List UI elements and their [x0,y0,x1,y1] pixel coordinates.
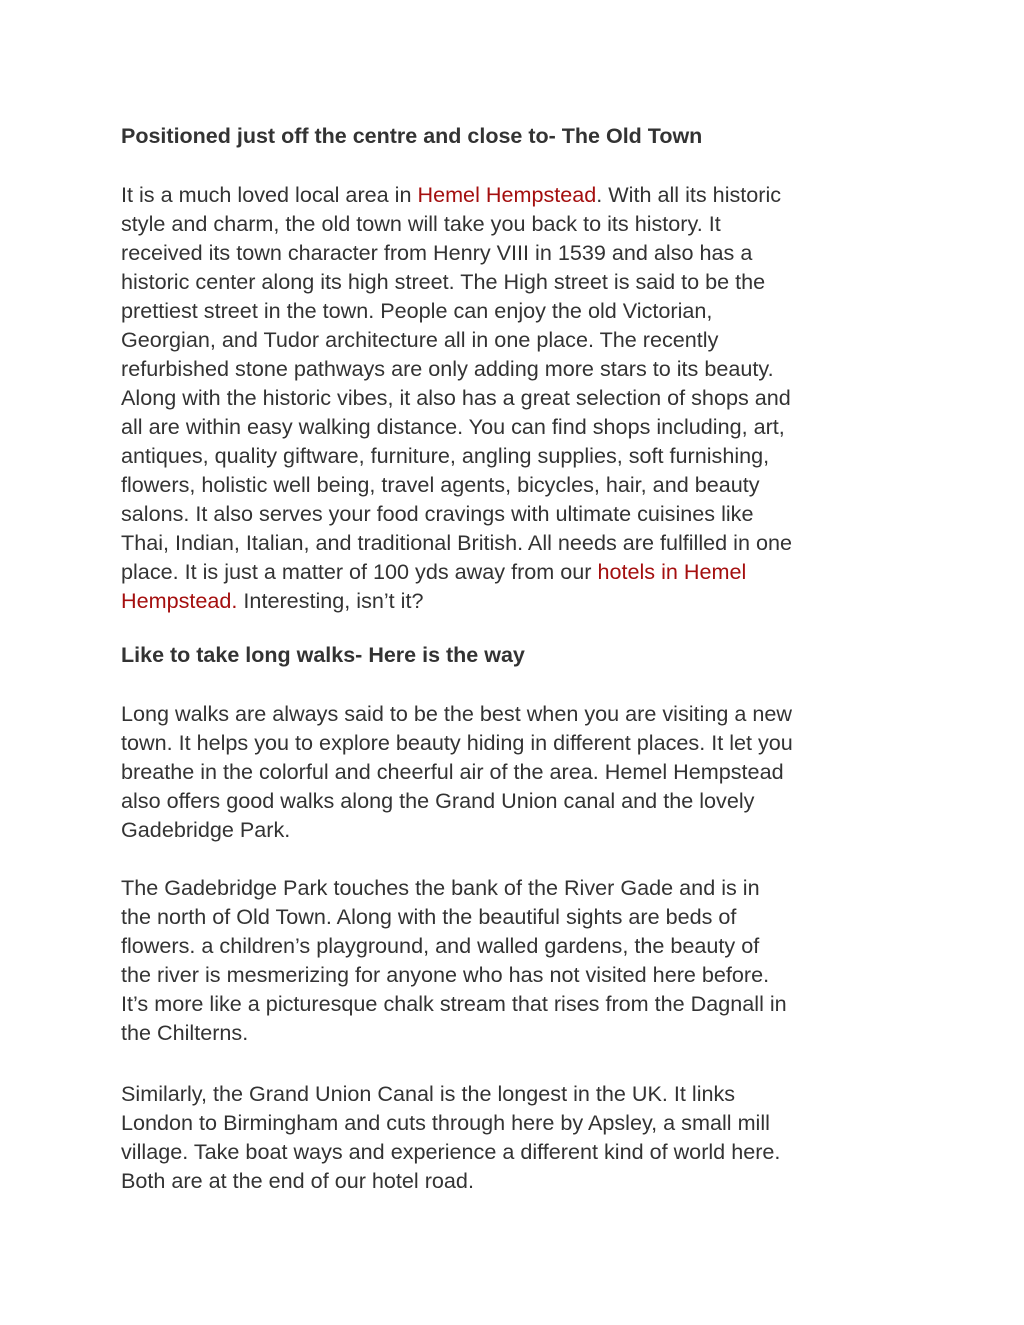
text-line: breathe in the colorful and cheerful air of the area. Hemel Hempstead [121,759,784,784]
text-line: prettiest street in the town. People can enjoy the old Victorian, [121,298,713,323]
text-line: Similarly, the Grand Union Canal is the longest in the UK. It links [121,1081,736,1106]
text-line: salons. It also serves your food cravings with ultimate cuisines like [121,501,754,526]
text-segment: . With all its historic [596,182,782,207]
paragraph-grand-union-canal [121,1079,911,1195]
text-line: The Gadebridge Park touches the bank of the River Gade and is in [121,875,760,900]
text-line: style and charm, the old town will take you back to its history. It [121,211,721,236]
link-hemel-hempstead[interactable]: Hemel Hempstead [417,182,597,207]
paragraph-long-walks [121,699,911,844]
paragraph-gadebridge-park [121,873,911,1047]
text-line: village. Take boat ways and experience a different kind of world here. [121,1139,781,1164]
heading-long-walks: Like to take long walks- Here is the way [121,643,525,667]
text-line: Along with the historic vibes, it also has a great selection of shops and [121,385,791,410]
text-line: the Chilterns. [121,1020,249,1045]
link-hotels-in-hemel-hempstead[interactable]: hotels in Hemel [597,559,747,584]
text-line: London to Birmingham and cuts through here by Apsley, a small mill [121,1110,770,1135]
text-line: Long walks are always said to be the best when you are visiting a new [121,701,792,726]
text-line: historic center along its high street. The High street is said to be the [121,269,766,294]
text-line: received its town character from Henry VIII in 1539 and also has a [121,240,753,265]
text-line: antiques, quality giftware, furniture, angling supplies, soft furnishing, [121,443,770,468]
text-line: Gadebridge Park. [121,817,291,842]
text-line: the river is mesmerizing for anyone who has not visited here before. [121,962,770,987]
text-line: the north of Old Town. Along with the beautiful sights are beds of [121,904,737,929]
text-line: refurbished stone pathways are only adding more stars to its beauty. [121,356,774,381]
text-line: It’s more like a picturesque chalk stream that rises from the Dagnall in [121,991,787,1016]
text-segment: place. It is just a matter of 100 yds away from our [121,559,598,584]
text-line: Georgian, and Tudor architecture all in one place. The recently [121,327,719,352]
text-segment: Interesting, isn’t it? [237,588,424,613]
heading-old-town: Positioned just off the centre and close to- The Old Town [121,124,703,148]
text-line: flowers, holistic well being, travel agents, bicycles, hair, and beauty [121,472,760,497]
text-line: also offers good walks along the Grand Union canal and the lovely [121,788,755,813]
text-line: flowers. a children’s playground, and walled gardens, the beauty of [121,933,760,958]
text-segment: It is a much loved local area in [121,182,418,207]
text-line: Thai, Indian, Italian, and traditional British. All needs are fulfilled in one [121,530,793,555]
link-hotels-in-hemel-hempstead-cont[interactable]: Hempstead. [121,588,238,613]
text-line: town. It helps you to explore beauty hiding in different places. It let you [121,730,793,755]
paragraph-old-town [121,180,911,615]
text-line: Both are at the end of our hotel road. [121,1168,474,1193]
text-line: all are within easy walking distance. You can find shops including, art, [121,414,785,439]
